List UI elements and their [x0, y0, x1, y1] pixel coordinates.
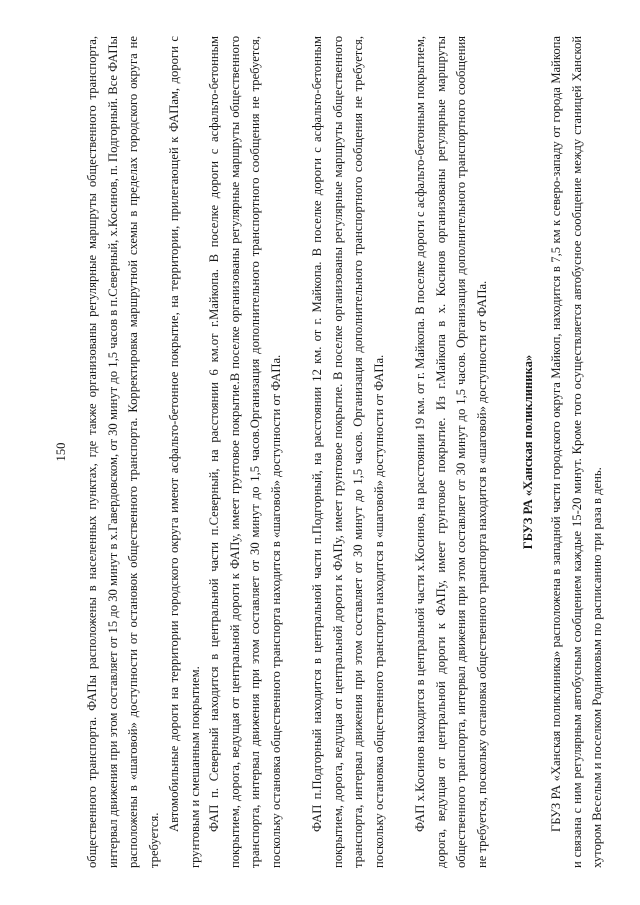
fap-podgorny-block — [307, 36, 389, 868]
page-number: 150 — [54, 442, 68, 462]
paragraph-fap-podgorny: ФАП п.Подгорный находится в центральной части п.Подгорный, на расстоянии 12 км. от г. Майкопа. В поселке дороги с асфальто-бетонным покрытием, дорога, ведущая от центральной дороги к ФАПу, имеет грунтовое покрытие. В поселке организованы регулярные маршруты общественного транспорта, интервал движения при этом составляет от 30 минут до 1,5 часов. Организация дополнительного транспортного сообщения не требуется, поскольку остановка общественного транспорта находится в «шаговой» доступности от ФАПа. — [310, 36, 386, 868]
section-heading: ГБУЗ РА «Ханская поликлиника» — [521, 354, 535, 550]
paragraph-fap-severny: ФАП п. Северный находится в центральной части п.Северный, на расстоянии 6 км.от г.Майкопа. В поселке дороги с асфальто-бетонным покрытием, дорога, ведущая от центральной дороги к ФАПу, имеет грунтовое покрытие.В поселке организованы регулярные маршруты общественного транспорта, интервал движения при этом составляет от 30 минут до 1,5 часов.Организация дополнительного транспортного сообщения не требуется, поскольку остановка общественного транспорта находится в «шаговой» доступности от ФАПа. — [207, 36, 283, 868]
fap-kosinov-block — [410, 36, 492, 868]
rotated-content — [52, 36, 605, 868]
fap-severny-block — [204, 36, 286, 868]
paragraph-roads: Автомобильные дороги на территории городского округа имеют асфальто-бетонное покрытие, на территории, прилегающей к ФАПам, дороги с грунтовым и смешанным покрытием. — [167, 36, 202, 868]
paragraph-khanskaya: ГБУЗ РА «Ханская поликлиника» расположена в западной части городского округа Майкоп, находится в 7,5 км к северо-западу от города Майкопа и связана с ним регулярным автобусным сообщением каждые 15-20 минут. Кроме того осуществляется автобусное сообщение между станицей Ханской хутором Веселым и поселком Родниковым по расписанию три раза в день. — [549, 36, 605, 868]
intro-block — [82, 36, 206, 868]
paragraph-fap-kosinov: ФАП х.Косинов находится в центральной части х.Косинов, на расстоянии 19 км. от г. Майкопа. В поселке дороги с асфальто-бетонным покрытием, дорога, ведущая от центральной дороги к ФАПу, имеет грунтовое покрытие. Из г.Майкопа в х. Косинов организованы регулярные маршруты общественного транспорта, интервал движения при этом составляет от 30 минут до 1,5 часов. Организация дополнительного транспортного сообщения не требуется, поскольку остановка общественного транспорта находится в «шаговой» доступности от ФАПа. — [413, 36, 489, 868]
khanskaya-block — [546, 36, 608, 868]
paragraph-transport: общественного транспорта. ФАПы расположены в населенных пунктах, где также организованы регулярные маршруты общественного транспорта, интервал движения при этом составляет от 15 до 30 минут в х.Гавердовском, от 30 минут до 1,5 часов в п.Северный, х.Косинов, п. Подгорный. Все ФАПы расположены в «шаговой» доступности от остановок общественного транспорта. Корректировка маршрутной схемы в пределах городского округа не требуется. — [85, 36, 161, 868]
